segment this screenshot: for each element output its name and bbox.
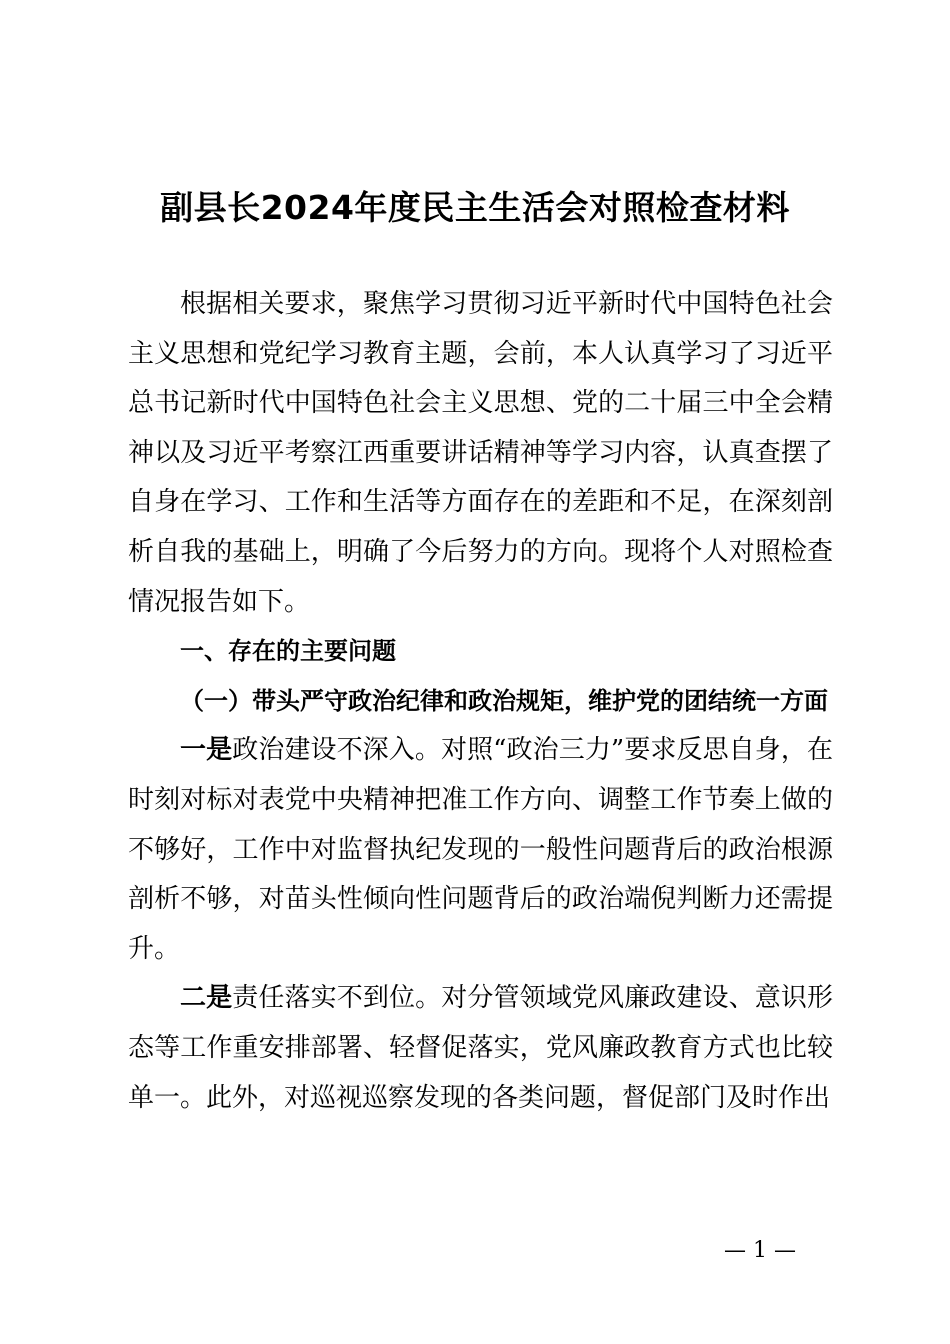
intro-paragraph: 根据相关要求，聚焦学习贯彻习近平新时代中国特色社会主义思想和党纪学习教育主题，会前，本人认真学习了习近平总书记新时代中国特色社会主义思想、党的二十届三中全会精神以及习近平考察江西重要讲话精神等学习内容，认真查摆了自身在学习、工作和生活等方面存在的差距和不足，在深刻剖析自我的基础上，明确了今后努力的方向。现将个人对照检查情况报告如下。 — [128, 289, 833, 617]
item-lead-2: 二是 — [180, 983, 233, 1014]
item-paragraph-2 — [128, 974, 833, 1123]
section-heading: 一、存在的主要问题 — [180, 637, 396, 666]
document-title: 副县长2024年度民主生活会对照检查材料 — [160, 188, 790, 227]
item-lead-1: 一是 — [180, 735, 233, 766]
item-paragraph-1 — [128, 726, 833, 974]
document-body — [128, 280, 833, 1123]
item-text-1: 政治建设不深入。对照“政治三力”要求反思自身，在时刻对标对表党中央精神把准工作方向、调整工作节奏上做的不够好，工作中对监督执纪发现的一般性问题背后的政治根源剖析不够，对苗头性倾向性问题背后的政治端倪判断力还需提升。 — [128, 735, 833, 964]
page-number: — 1 — — [724, 1238, 796, 1263]
subsection-heading: （一）带头严守政治纪律和政治规矩，维护党的团结统一方面 — [180, 686, 828, 715]
item-text-2: 责任落实不到位。对分管领域党风廉政建设、意识形态等工作重安排部署、轻督促落实，党风廉政教育方式也比较单一。此外，对巡视巡察发现的各类问题，督促部门及时作出 — [128, 983, 833, 1113]
